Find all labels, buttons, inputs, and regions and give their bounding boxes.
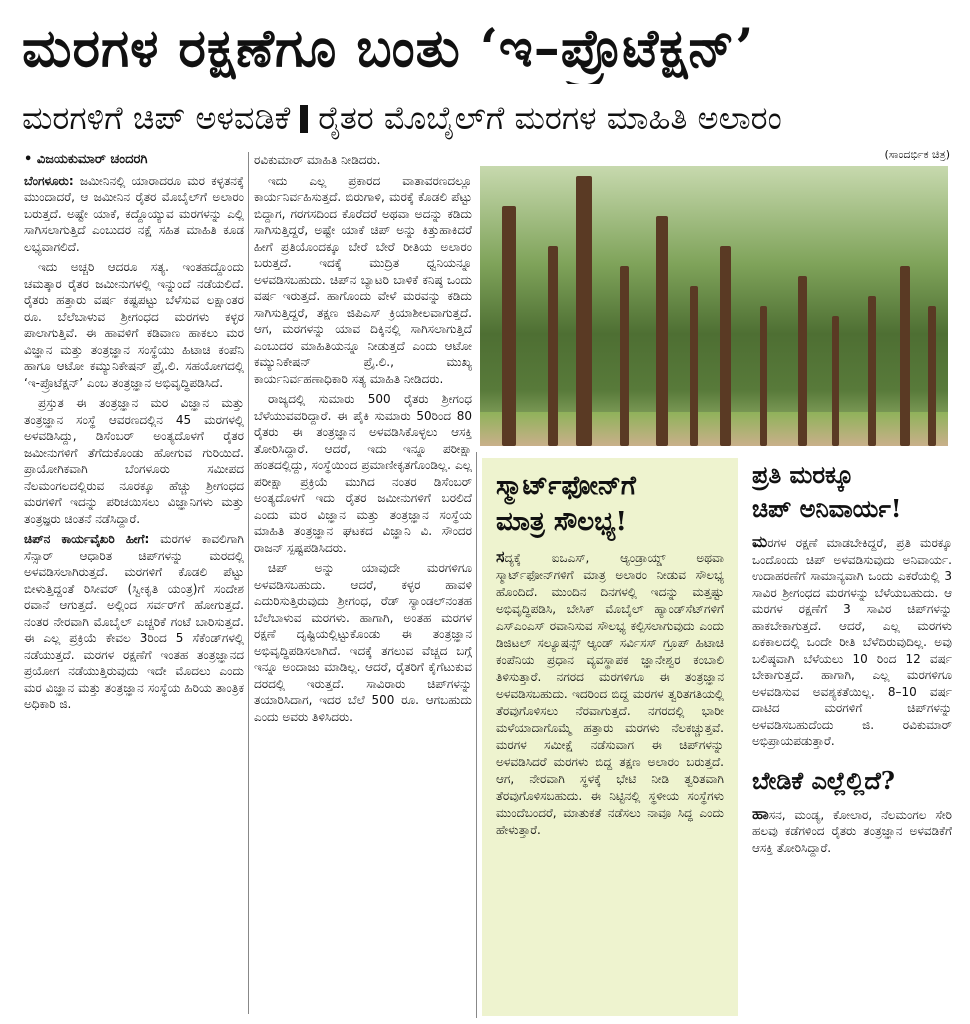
tree-trunk (548, 246, 558, 446)
box-body: ರಗಳ ರಕ್ಷಣೆ ಮಾಡಬೇಕಿದ್ದರೆ, ಪ್ರತಿ ಮರಕ್ಕೂ ಒಂದೊಂದು ಚಿಪ್ ಅಳವಡಿಸುವುದು ಅನಿವಾರ್ಯ. ಉದಾಹರಣೆಗೆ ಸಾಮಾನ್ಯವಾಗಿ ಒಂದು ಎಕರೆಯಲ್ಲಿ 3 ಸಾವಿರ ಶ್ರೀಗಂಧದ ಮರಗಳನ್ನು ಬೆಳೆಯಬಹುದು. ಆ ಮರಗಳ ರಕ್ಷಣೆಗೆ 3 ಸಾವಿರ ಚಿಪ್‌ಗಳನ್ನು ಹಾಕಬೇಕಾಗುತ್ತದೆ. ಆದರೆ, ಎಲ್ಲ ಮರಗಳು ಏಕಕಾಲದಲ್ಲಿ ಒಂದೇ ರೀತಿ ಬೆಳೆದಿರುವುದಿಲ್ಲ. ಅವು ಬಲಿಷ್ಠವಾಗಿ ಬೆಳೆಯಲು 10 ರಿಂದ 12 ವರ್ಷ ಬೇಕಾಗುತ್ತದೆ. ಹಾಗಾಗಿ, ಎಲ್ಲ ಮರಗಳಿಗೂ ಅಳವಡಿಸುವ ಅವಶ್ಯಕತೆಯಿಲ್ಲ. 8–10 ವರ್ಷ ದಾಟಿದ ಮರಗಳಿಗೆ ಚಿಪ್‌ಗಳನ್ನು ಅಳವಡಿಸಬಹುದೆಂದು ಜಿ. ರವಿಕುಮಾರ್ ಅಭಿಪ್ರಾಯಪಡುತ್ತಾರೆ. (752, 536, 952, 748)
box-title-line-1: ಸ್ಮಾರ್ಟ್‌ಫೋನ್‌ಗೆ (496, 471, 636, 501)
article-column-2 (254, 152, 472, 1020)
tree-trunk (928, 306, 936, 446)
tree-trunk (720, 246, 731, 446)
dropcap: ಮ (752, 532, 768, 551)
box-text (496, 548, 724, 839)
tree-trunk (620, 266, 629, 446)
col1-paragraph-4: ಮರಗಳ ಕಾವಲಿಗಾಗಿ ಸೆನ್ಸಾರ್ ಆಧಾರಿತ ಚಿಪ್‌ಗಳನ್ನು ಮರದಲ್ಲಿ ಅಳವಡಿಸಲಾಗಿರುತ್ತದೆ. ಮರಗಳಿಗೆ ಕೊಡಲಿ ಪೆಟ್ಟು ಬೀಳುತ್ತಿದ್ದಂತೆ ರಿಸೀವರ್ (ಸ್ವೀಕೃತಿ ಯಂತ್ರ)ಗೆ ಸಂದೇಶ ರವಾನೆ ಆಗುತ್ತದೆ. ಅಲ್ಲಿಂದ ಸರ್ವರ್‌ಗೆ ಹೋಗುತ್ತದೆ. ನಂತರ ನೇರವಾಗಿ ಮೊಬೈಲ್ ಎಚ್ಚರಿಕೆ ಗಂಟೆ ಬಾರಿಸುತ್ತದೆ. ಈ ಎಲ್ಲ ಪ್ರಕ್ರಿಯೆ ಕೇವಲ 3ರಿಂದ 5 ಸೆಕೆಂಡ್‌ಗಳಲ್ಲಿ ನಡೆಯುತ್ತದೆ. ಮರಗಳ ರಕ್ಷಣೆಗೆ ಇಂತಹ ತಂತ್ರಜ್ಞಾನದ ಪ್ರಯೋಗ ನಡೆಯುತ್ತಿರುವುದು ಇದೇ ಮೊದಲು ಎಂದು ಮರ ವಿಜ್ಞಾನ ಮತ್ತು ತಂತ್ರಜ್ಞಾನ ಸಂಸ್ಥೆಯ ಹಿರಿಯ ತಾಂತ್ರಿಕ ಅಧಿಕಾರಿ ಜಿ. (24, 532, 244, 711)
sidebar-box-smartphone (482, 458, 738, 1016)
article-column-1 (24, 152, 244, 1020)
col2-paragraph-2: ರಾಜ್ಯದಲ್ಲಿ ಸುಮಾರು 500 ರೈತರು ಶ್ರೀಗಂಧ ಬೆಳೆಯುವವರಿದ್ದಾರೆ. ಈ ಪೈಕಿ ಸುಮಾರು 50ರಿಂದ 80 ರೈತರು ಈ ತಂತ್ರಜ್ಞಾನ ಅಳವಡಿಸಿಕೊಳ್ಳಲು ಆಸಕ್ತಿ ತೋರಿಸಿದ್ದಾರೆ. ಆದರೆ, ಇದು ಇನ್ನೂ ಪರೀಕ್ಷಾ ಹಂತದಲ್ಲಿದ್ದು, ಸಂಸ್ಥೆಯಿಂದ ಪ್ರಮಾಣೀಕೃತಗೊಂಡಿಲ್ಲ. ಎಲ್ಲ ಪರೀಕ್ಷಾ ಪ್ರಕ್ರಿಯೆ ಮುಗಿದ ನಂತರ ಡಿಸೆಂಬರ್ ಅಂತ್ಯದೊಳಗೆ ಇದು ರೈತರ ಜಮೀನುಗಳಿಗೆ ಬರಲಿದೆ ಎಂದು ಮರ ವಿಜ್ಞಾನ ಮತ್ತು ತಂತ್ರಜ್ಞಾನ ಸಂಸ್ಥೆಯ ಮಾಹಿತಿ ತಂತ್ರಜ್ಞಾನ ಘಟಕದ ವಿಜ್ಞಾನಿ ವಿ. ಸೌಂದರ ರಾಜನ್ ಸ್ಪಷ್ಟಪಡಿಸಿದರು. (254, 392, 472, 555)
col2-paragraph-3: ಚಿಪ್ ಅನ್ನು ಯಾವುದೇ ಮರಗಳಿಗೂ ಅಳವಡಿಸಬಹುದು. ಆದರೆ, ಕಳ್ಳರ ಹಾವಳಿ ಎದುರಿಸುತ್ತಿರುವುದು ಶ್ರೀಗಂಧ, ರೆಡ್ ಸ್ಯಾಂಡಲ್‌ನಂತಹ ಬೆಲೆಬಾಳುವ ಮರಗಳು. ಹಾಗಾಗಿ, ಅಂತಹ ಮರಗಳ ರಕ್ಷಣೆ ದೃಷ್ಟಿಯಲ್ಲಿಟ್ಟುಕೊಂಡು ಈ ತಂತ್ರಜ್ಞಾನ ಅಭಿವೃದ್ಧಿಪಡಿಸಲಾಗಿದೆ. ಇದಕ್ಕೆ ತಗಲುವ ವೆಚ್ಚದ ಬಗ್ಗೆ ಇನ್ನೂ ಅಂದಾಜು ಮಾಡಿಲ್ಲ. ಆದರೆ, ರೈತರಿಗೆ ಕೈಗೆಟುಕುವ ದರದಲ್ಲಿ ಇರುತ್ತದೆ. ಸಾವಿರಾರು ಚಿಪ್‌ಗಳನ್ನು ತಯಾರಿಸಿದಾಗ, ಇದರ ಬೆಲೆ 500 ರೂ. ಆಗಬಹುದು ಎಂದು ಅವರು ತಿಳಿಸಿದರು. (254, 561, 472, 724)
subheadline (22, 96, 952, 140)
sidebar-box-chip (752, 458, 952, 1018)
tree-trunk (798, 276, 807, 446)
col1-paragraph-1: ಜಮೀನಿನಲ್ಲಿ ಯಾರಾದರೂ ಮರ ಕಳ್ಳತನಕ್ಕೆ ಮುಂದಾದರೆ, ಆ ಜಮೀನಿನ ರೈತರ ಮೊಬೈಲ್‌ಗೆ ಅಲಾರಂ ಬರುತ್ತದೆ. ಅಷ್ಟೇ ಯಾಕೆ, ಕದ್ದೊಯ್ಯುವ ಮರಗಳನ್ನು ಎಲ್ಲಿ ಸಾಗಿಸಲಾಗುತ್ತಿದೆ ಎಂಬುದರ ನಕ್ಷೆ ಸಹಿತ ಮಾಹಿತಿ ಕೂಡ ಲಭ್ಯವಾಗಲಿದೆ. (24, 173, 244, 254)
tree-trunk (576, 176, 592, 446)
col1-subtitle: ಚಿಪ್‌ನ ಕಾರ್ಯವೈಖರಿ ಹೀಗೆ: (24, 532, 150, 546)
col2-paragraph-0: ರವಿಕುಮಾರ್ ಮಾಹಿತಿ ನೀಡಿದರು. (254, 153, 381, 167)
tree-trunk (900, 266, 910, 446)
tree-trunk (502, 206, 516, 446)
box-body-2: ಸನ, ಮಂಡ್ಯ, ಕೋಲಾರ, ನೆಲಮಂಗಲ ಸೇರಿ ಹಲವು ಕಡೆಗಳಿಂದ ರೈತರು ತಂತ್ರಜ್ಞಾನ ಅಳವಡಿಕೆಗೆ ಆಸಕ್ತಿ ತೋರಿಸಿದ್ದಾರೆ. (752, 807, 952, 855)
subhead-separator (300, 105, 308, 133)
box-title-line-2: ಚಿಪ್ ಅನಿವಾರ್ಯ! (752, 494, 902, 523)
tree-trunk (868, 296, 876, 446)
box-title (752, 458, 952, 526)
tree-trunk (656, 216, 668, 446)
column-divider (476, 452, 477, 1018)
box-title (496, 468, 724, 540)
col2-paragraph-1: ಇದು ಎಲ್ಲ ಪ್ರಕಾರದ ವಾತಾವರಣದಲ್ಲೂ ಕಾರ್ಯನಿರ್ವಹಿಸುತ್ತದೆ. ಬಿರುಗಾಳಿ, ಮರಕ್ಕೆ ಕೊಡಲಿ ಪೆಟ್ಟು ಬಿದ್ದಾಗ, ಗರಗಸದಿಂದ ಕೊರೆದರೆ ಅಥವಾ ಅದನ್ನು ಕಡಿದು ಸಾಗಿಸುತ್ತಿದ್ದರೆ, ಅಷ್ಟೇ ಯಾಕೆ ಚಿಪ್ ಅನ್ನು ಕಿತ್ತುಹಾಕಿದರೆ ಹೀಗೆ ಪ್ರತಿಯೊಂದಕ್ಕೂ ಬೇರೆ ಬೇರೆ ರೀತಿಯ ಅಲಾರಂ ಬರುತ್ತದೆ. ಇದಕ್ಕೆ ಮುದ್ರಿತ ಧ್ವನಿಯನ್ನೂ ಅಳವಡಿಸಬಹುದು. ಚಿಪ್‌ನ ಬ್ಯಾಟರಿ ಬಾಳಿಕೆ ಕನಿಷ್ಠ ಒಂದು ವರ್ಷ ಇರುತ್ತದೆ. ಹಾಗೊಂದು ವೇಳೆ ಮರವನ್ನು ಕಡಿದು ಸಾಗಿಸುತ್ತಿದ್ದರೆ, ತಕ್ಷಣ ಜಿಪಿಎಸ್ ಕ್ರಿಯಾಶೀಲವಾಗುತ್ತದೆ. ಆಗ, ಮರಗಳನ್ನು ಯಾವ ದಿಕ್ಕಿನಲ್ಲಿ ಸಾಗಿಸಲಾಗುತ್ತಿದೆ ಎಂಬುದರ ಮಾಹಿತಿಯನ್ನೂ ನೀಡುತ್ತದೆ ಎಂದು ಆಟೋ ಕಮ್ಯುನಿಕೇಷನ್ ಪ್ರೈ.ಲಿ., ಮುಖ್ಯ ಕಾರ್ಯನಿರ್ವಹಣಾಧಿಕಾರಿ ಸತ್ಯ ಮಾಹಿತಿ ನೀಡಿದರು. (254, 173, 472, 386)
dropcap: ಹಾ (752, 803, 769, 823)
col1-paragraph-2: ಇದು ಅಚ್ಚರಿ ಆದರೂ ಸತ್ಯ. ಇಂತಹದ್ದೊಂದು ಚಮತ್ಕಾರ ರೈತರ ಜಮೀನುಗಳಲ್ಲಿ ಇನ್ನುಂದೆ ನಡೆಯಲಿದೆ. ರೈತರು ಹತ್ತಾರು ವರ್ಷ ಕಷ್ಟಪಟ್ಟು ಬೆಳೆಸುವ ಲಕ್ಷಾಂತರ ರೂ. ಬೆಲೆಬಾಳುವ ಶ್ರೀಗಂಧದ ಮರಗಳು ಕಳ್ಳರ ಪಾಲಾಗುತ್ತಿವೆ. ಈ ಹಾವಳಿಗೆ ಕಡಿವಾಣ ಹಾಕಲು ಮರ ವಿಜ್ಞಾನ ಮತ್ತು ತಂತ್ರಜ್ಞಾನ ಸಂಸ್ಥೆಯು ಹಿಟಾಚಿ ಕಂಪೆನಿ ಹಾಗೂ ಆಟೋ ಕಮ್ಯುನಿಕೇಷನ್ ಪ್ರೈ.ಲಿ. ಸಹಯೋಗದಲ್ಲಿ ‘ಇ-ಪ್ರೊಟೆಕ್ಷನ್’ ಎಂಬ ತಂತ್ರಜ್ಞಾನ ಅಭಿವೃದ್ಧಿಪಡಿಸಿದೆ. (24, 260, 244, 390)
dropcap: ಸ (496, 547, 505, 566)
tree-trunk (832, 316, 839, 446)
box-text-2 (752, 803, 952, 857)
dateline: ಬೆಂಗಳೂರು: (24, 173, 74, 188)
box-title-line-1: ಪ್ರತಿ ಮರಕ್ಕೂ (752, 460, 854, 489)
tree-trunk (690, 286, 698, 446)
subhead-left: ಮರಗಳಿಗೆ ಚಿಪ್ ಅಳವಡಿಕೆ (22, 99, 291, 137)
photo-caption: (ಸಾಂದರ್ಭಿಕ ಚಿತ್ರ) (884, 148, 950, 161)
box-body: ದ್ಯಕ್ಕೆ ಐಒಎಸ್, ಆ್ಯಂಡ್ರಾಯ್ಡ್ ಅಥವಾ ಸ್ಮಾರ್ಟ್‌ಫೋನ್‌ಗಳಿಗೆ ಮಾತ್ರ ಅಲಾರಂ ನೀಡುವ ಸೌಲಭ್ಯ ಹೊಂದಿದೆ. ಮುಂದಿನ ದಿನಗಳಲ್ಲಿ ಇದನ್ನು ಮತ್ತಷ್ಟು ಅಭಿವೃದ್ಧಿಪಡಿಸಿ, ಬೇಸಿಕ್ ಮೊಬೈಲ್ ಹ್ಯಾಂಡ್‌ಸೆಟ್‌ಗಳಿಗೆ ಎಸ್‌ಎಂಎಸ್ ರವಾನಿಸುವ ಸೌಲಭ್ಯ ಕಲ್ಪಿಸಲಾಗುವುದು ಎಂದು ಡಿಜಿಟಲ್ ಸಲ್ಯೂಷನ್ಸ್ ಆ್ಯಂಡ್ ಸರ್ವಿಸಸ್ ಗ್ರೂಪ್ ಹಿಟಾಚಿ ಕಂಪೆನಿಯ ಪ್ರಧಾನ ವ್ಯವಸ್ಥಾಪಕ ಜ್ಞಾನೇಶ್ವರ ಕಂಬಾಲಿ ತಿಳಿಸುತ್ತಾರೆ. ನಗರದ ಮರಗಳಿಗೂ ಈ ತಂತ್ರಜ್ಞಾನ ಅಳವಡಿಸಬಹುದು. ಇದರಿಂದ ಬಿದ್ದ ಮರಗಳ ತ್ವರಿತಗತಿಯಲ್ಲಿ ತೆರವುಗೊಳಿಸಲು ನೆರವಾಗುತ್ತದೆ. ನಗರದಲ್ಲಿ ಭಾರೀ ಮಳೆಯಾದಾಗೊಮ್ಮೆ ಹತ್ತಾರು ಮರಗಳು ನೆಲಕಚ್ಚುತ್ತವೆ. ಮರಗಳ ಸಮೀಕ್ಷೆ ನಡೆಸುವಾಗ ಈ ಚಿಪ್‌ಗಳನ್ನು ಅಳವಡಿಸಿದರೆ ಮರಗಳು ಬಿದ್ದ ತಕ್ಷಣ ಅಲಾರಂ ಬರುತ್ತದೆ. ಆಗ, ನೇರವಾಗಿ ಸ್ಥಳಕ್ಕೆ ಭೇಟಿ ನೀಡಿ ತ್ವರಿತವಾಗಿ ತೆರವುಗೊಳಿಸಬಹುದು. ಈ ನಿಟ್ಟಿನಲ್ಲಿ ಸ್ಥಳೀಯ ಸಂಸ್ಥೆಗಳು ಮುಂದೆಬಂದರೆ, ಮಾತುಕತೆ ನಡೆಸಲು ನಾವೂ ಸಿದ್ಧ ಎಂದು ಹೇಳುತ್ತಾರೆ. (496, 551, 724, 837)
box-title-2: ಬೇಡಿಕೆ ಎಲ್ಲೆಲ್ಲಿದೆ? (752, 765, 895, 795)
box-text (752, 534, 952, 750)
box-title-line-2: ಮಾತ್ರ ಸೌಲಭ್ಯ! (496, 507, 627, 537)
col1-paragraph-3: ಪ್ರಸ್ತುತ ಈ ತಂತ್ರಜ್ಞಾನ ಮರ ವಿಜ್ಞಾನ ಮತ್ತು ತಂತ್ರಜ್ಞಾನ ಸಂಸ್ಥೆ ಆವರಣದಲ್ಲಿನ 45 ಮರಗಳಲ್ಲಿ ಅಳವಡಿಸಿದ್ದು, ಡಿಸೆಂಬರ್ ಅಂತ್ಯದೊಳಗೆ ರೈತರ ಜಮೀನುಗಳಿಗೆ ತೆಗೆದುಕೊಂಡು ಹೋಗುವ ಗುರಿಯಿದೆ. ಪ್ರಾಯೋಗಿಕವಾಗಿ ಬೆಂಗಳೂರು ಸಮೀಪದ ನೆಲಮಂಗಲದಲ್ಲಿರುವ ನೂರಕ್ಕೂ ಹೆಚ್ಚು ಶ್ರೀಗಂಧದ ಮರಗಳಿಗೆ ಇದನ್ನು ಪರಿಚಯಿಸಲು ವಿಜ್ಞಾನಿಗಳು ಮತ್ತು ತಂತ್ರಜ್ಞರು ಚಿಂತನೆ ನಡೆಸಿದ್ದಾರೆ. (24, 396, 244, 526)
headline: ಮರಗಳ ರಕ್ಷಣೆಗೂ ಬಂತು ‘ಇ–ಪ್ರೊಟೆಕ್ಷನ್’ (22, 18, 755, 79)
forest-photo (480, 166, 948, 446)
column-divider (248, 152, 249, 1014)
subhead-right: ರೈತರ ಮೊಬೈಲ್‌ಗೆ ಮರಗಳ ಮಾಹಿತಿ ಅಲಾರಂ (318, 99, 782, 137)
tree-trunk (760, 306, 767, 446)
byline: • ವಿಜಯಕುಮಾರ್ ಚಂದರಗಿ (24, 152, 148, 167)
